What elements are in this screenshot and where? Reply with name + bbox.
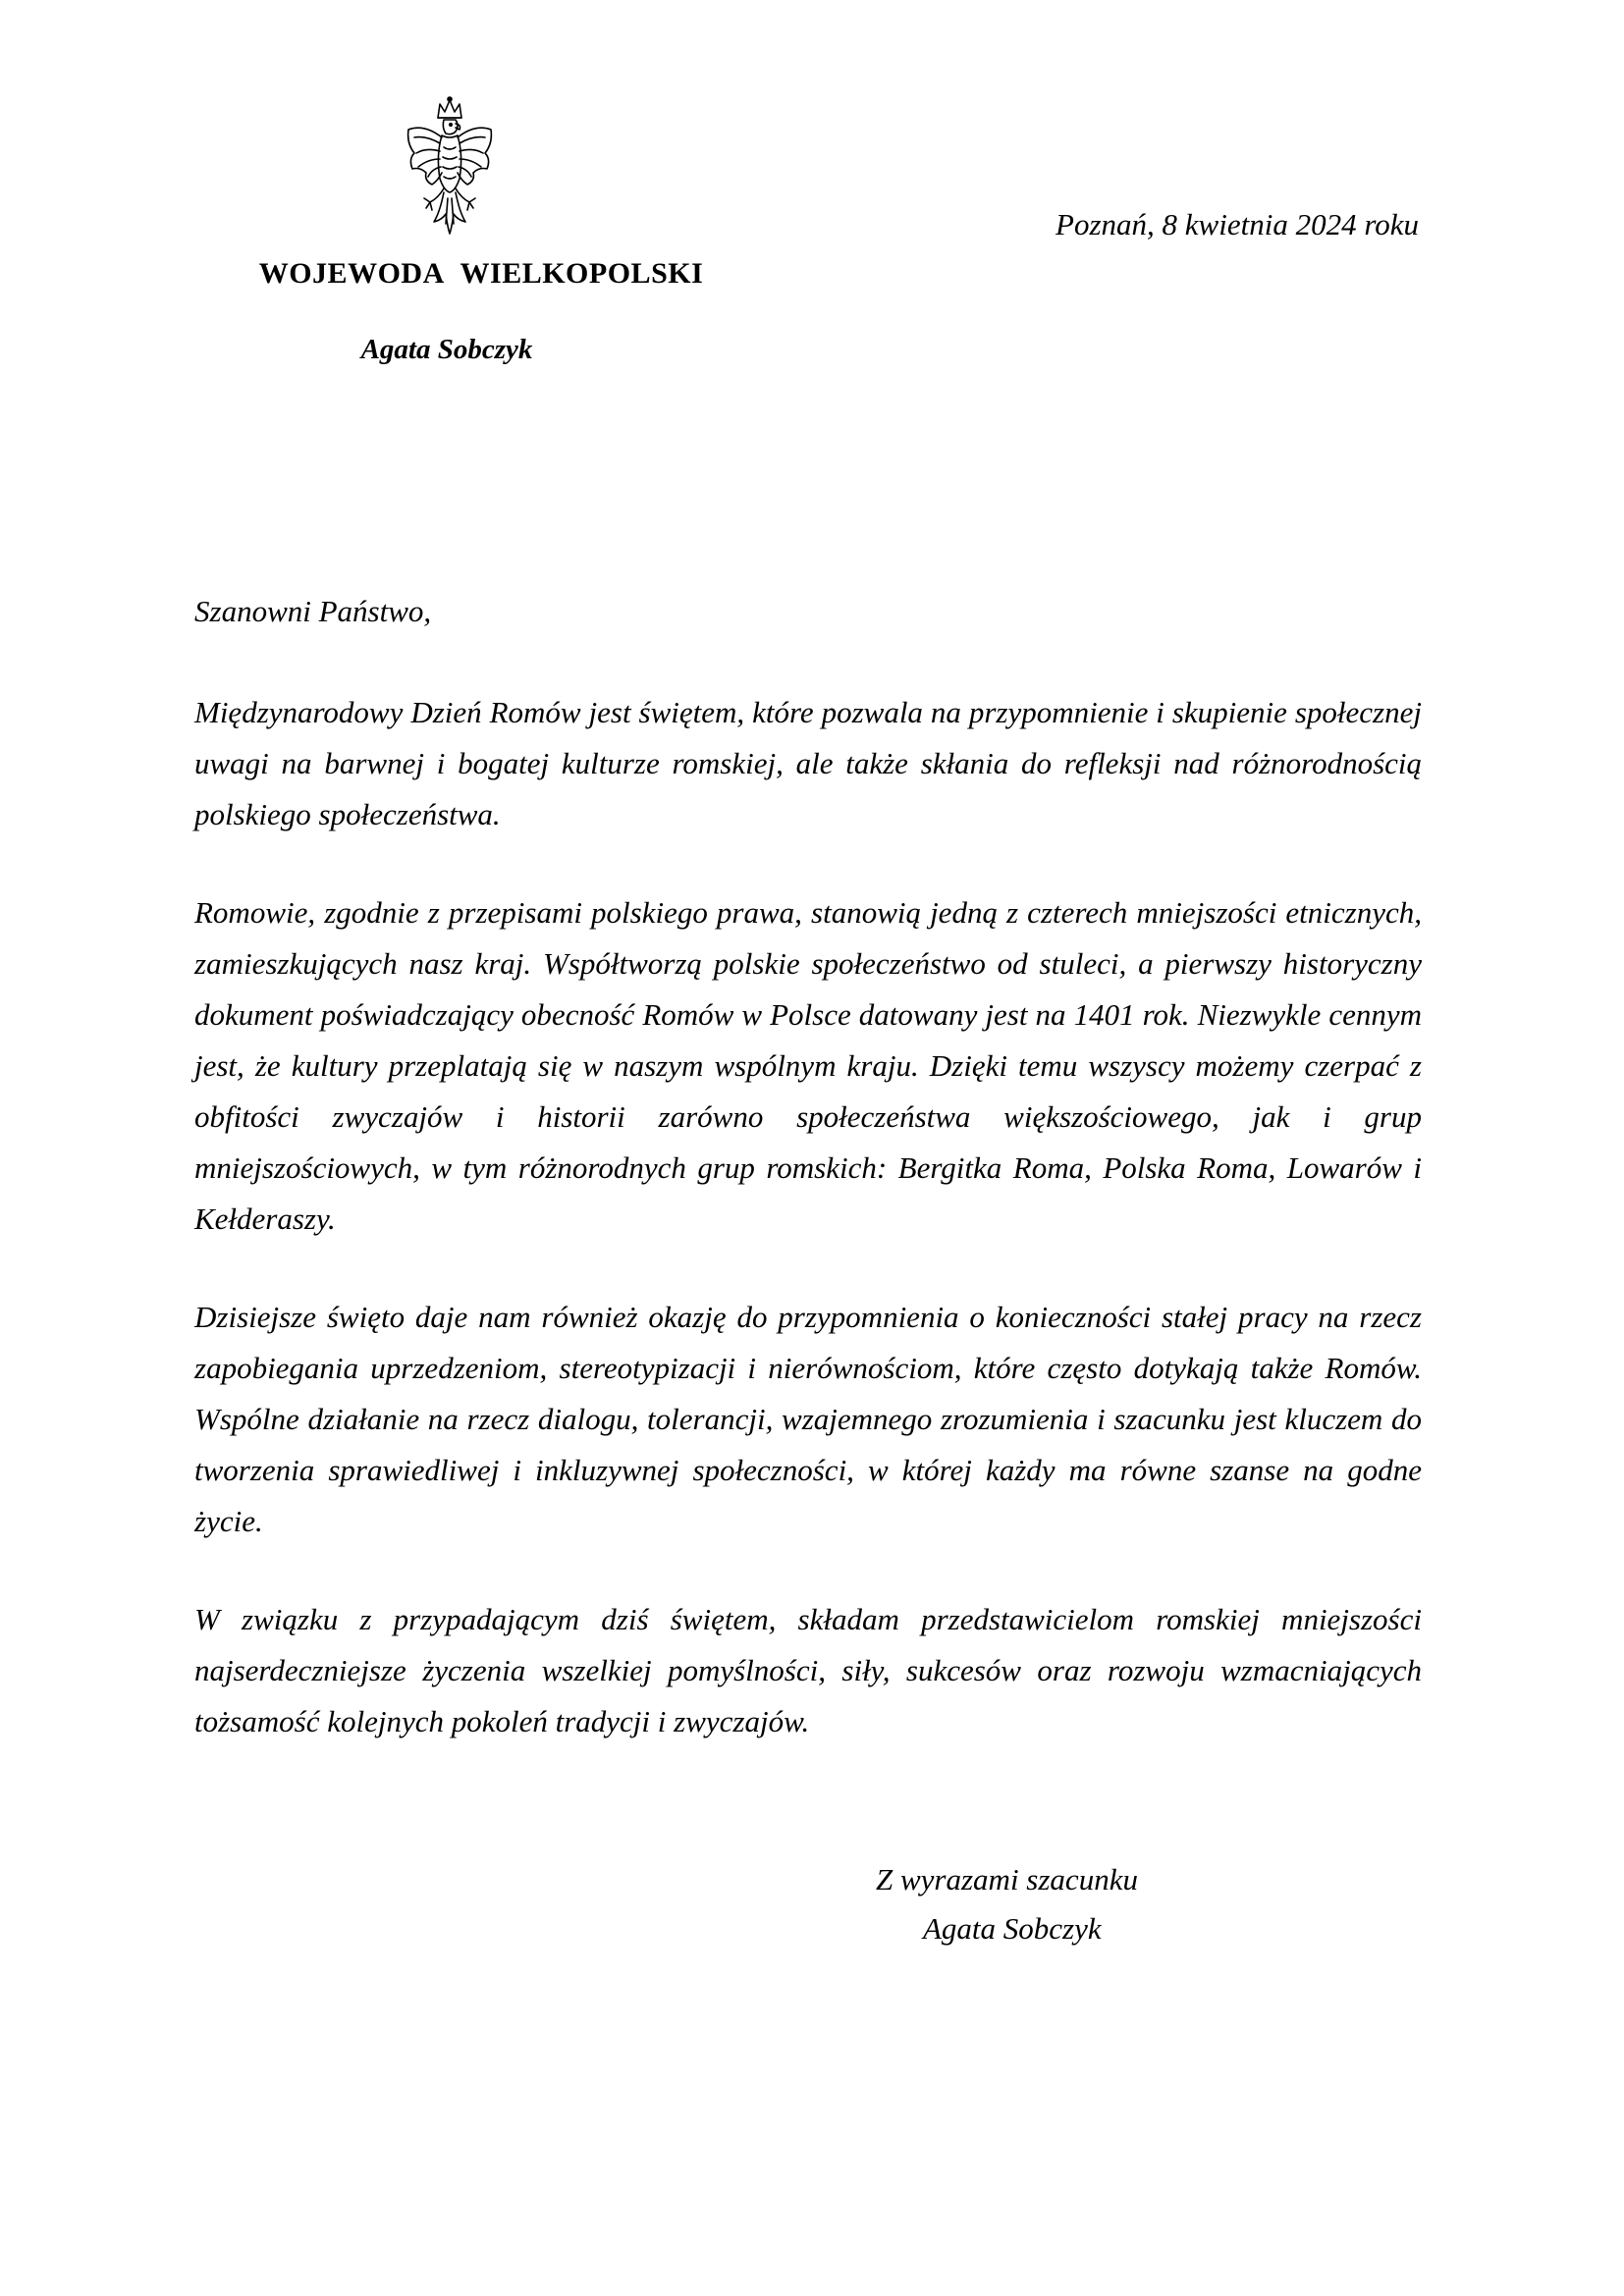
closing-phrase: Z wyrazami szacunku — [876, 1862, 1138, 1896]
salutation: Szanowni Państwo, — [194, 594, 432, 628]
letter-body — [194, 687, 1422, 1794]
signature-name: Agata Sobczyk — [923, 1911, 1102, 1946]
office-holder-name: Agata Sobczyk — [360, 334, 533, 365]
office-title: WOJEWODA WIELKOPOLSKI — [258, 257, 704, 290]
polish-eagle-emblem-icon — [403, 96, 497, 241]
paragraph: Międzynarodowy Dzień Romów jest świętem, które pozwala na przypomnienie i skupienie społecznej uwagi na barwnej i bogatej kulturze romskiej, ale także skłania do refleksji nad różnorodnością polskiego społeczeństwa. — [194, 695, 1422, 831]
paragraph: Romowie, zgodnie z przepisami polskiego prawa, stanowią jedną z czterech mniejszości etnicznych, zamieszkujących nasz kraj. Współtworzą polskie społeczeństwo od stuleci, a pierwszy historyczny dokument poświadczający obecność Romów w Polsce datowany jest na 1401 rok. Niezwykle cennym jest, że kultury przeplatają się w naszym wspólnym kraju. Dzięki temu wszyscy możemy czerpać z obfitości zwyczajów i historii zarówno społeczeństwa większościowego, jak i grup mniejszościowych, w tym różnorodnych grup romskich: Bergitka Roma, Polska Roma, Lowarów i Kełderaszy. — [194, 895, 1422, 1236]
closing-block — [864, 1855, 1296, 1953]
paragraph: W związku z przypadającym dziś świętem, składam przedstawicielom romskiej mniejszości najserdeczniejsze życzenia wszelkiej pomyślności, siły, sukcesów oraz rozwoju wzmacniających tożsamość kolejnych pokoleń tradycji i zwyczajów. — [194, 1602, 1422, 1738]
place-and-date: Poznań, 8 kwietnia 2024 roku — [1056, 207, 1419, 241]
paragraph: Dzisiejsze święto daje nam również okazję do przypomnienia o konieczności stałej pracy na rzecz zapobiegania uprzedzeniom, stereotypizacji i nierównościom, które często dotykają także Romów. Wspólne działanie na rzecz dialogu, tolerancji, wzajemnego zrozumienia i szacunku jest kluczem do tworzenia sprawiedliwej i inkluzywnej społeczności, w której każdy ma równe szanse na godne życie. — [194, 1300, 1422, 1538]
